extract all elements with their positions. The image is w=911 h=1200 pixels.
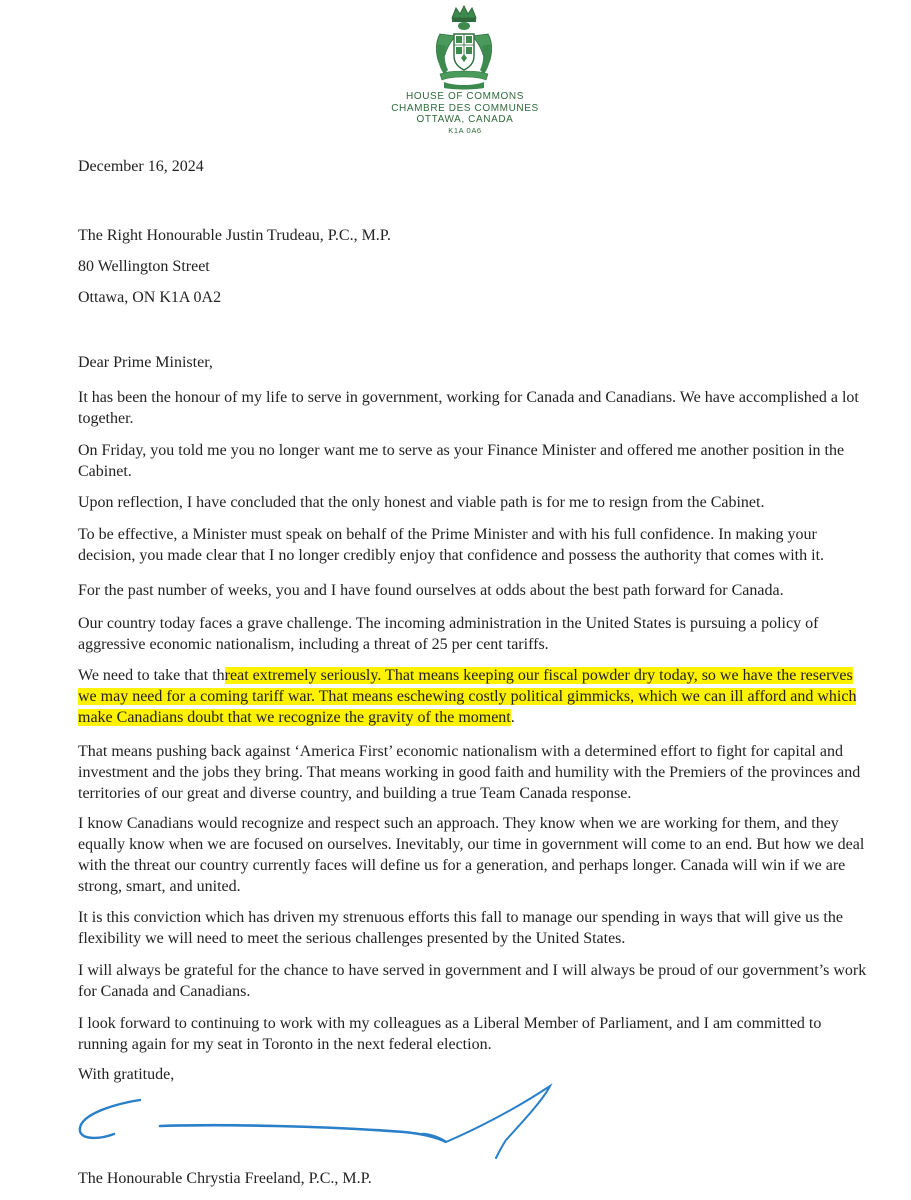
recipient-street: 80 Wellington Street: [78, 258, 210, 275]
paragraph-3: Upon reflection, I have concluded that the only honest and viable path is for me to resign from the Cabinet.: [78, 494, 765, 511]
signatory-name: The Honourable Chrystia Freeland, P.C., M.P.: [78, 1170, 372, 1187]
paragraph-2: On Friday, you told me you no longer want me to serve as your Finance Minister and offered me another position in the Cabinet.: [78, 442, 845, 480]
paragraph-5: For the past number of weeks, you and I have found ourselves at odds about the best path forward for Canada.: [78, 582, 784, 599]
letterhead-house: HOUSE OF COMMONS: [406, 91, 524, 102]
recipient-name: The Right Honourable Justin Trudeau, P.C., M.P.: [78, 227, 391, 244]
highlighted-passage: reat extremely seriously. That means keeping our fiscal powder dry today, so we have the reserves we may need for a coming tariff war. That means eschewing costly political gimmicks, which we can ill afford and which make Canadians doubt that we recognize the gravity of the moment: [78, 667, 857, 726]
paragraph-7: [78, 665, 868, 728]
paragraph-10: It is this conviction which has driven my strenuous efforts this fall to manage our spending in ways that will give us the flexibility we will need to meet the serious challenges presented by the United States.: [78, 909, 843, 947]
paragraph-9: I know Canadians would recognize and respect such an approach. They know when we are working for them, and they equally know when we are focused on ourselves. Inevitably, our time in government will come to an end. But how we deal with the threat our country currently faces will define us for a generation, and perhaps longer. Canada will win if we are strong, smart, and united.: [78, 815, 865, 895]
paragraph-11: I will always be grateful for the chance to have served in government and I will always be proud of our government’s work for Canada and Canadians.: [78, 962, 867, 1000]
letterhead-text: [340, 91, 590, 136]
paragraph-6: Our country today faces a grave challenge. The incoming administration in the United States is pursuing a policy of aggressive economic nationalism, including a threat of 25 per cent tariffs.: [78, 615, 819, 653]
paragraph-7-start: We need to take that th: [78, 667, 225, 684]
closing: With gratitude,: [78, 1066, 175, 1083]
paragraph-7-end: .: [510, 709, 515, 726]
handwritten-signature: [74, 1080, 564, 1160]
letterhead-chambre: CHAMBRE DES COMMUNES: [391, 102, 539, 114]
coat-of-arms-icon: [430, 4, 498, 90]
letterhead-postal: K1A 0A6: [448, 125, 482, 135]
paragraph-1: It has been the honour of my life to serve in government, working for Canada and Canadians. We have accomplished a lot together.: [78, 389, 859, 427]
recipient-city: Ottawa, ON K1A 0A2: [78, 289, 222, 306]
paragraph-8: That means pushing back against ‘America First’ economic nationalism with a determined effort to fight for capital and investment and the jobs they bring. That means working in good faith and humility with the Premiers of the provinces and territories of our great and diverse country, and building a true Team Canada response.: [78, 743, 861, 802]
paragraph-4: To be effective, a Minister must speak on behalf of the Prime Minister and with his full confidence. In making your decision, you made clear that I no longer credibly enjoy that confidence and possess the authority that comes with it.: [78, 526, 825, 564]
letterhead-city: OTTAWA, CANADA: [416, 114, 514, 125]
salutation: Dear Prime Minister,: [78, 354, 213, 371]
paragraph-12: I look forward to continuing to work with my colleagues as a Liberal Member of Parliament, and I am committed to running again for my seat in Toronto in the next federal election.: [78, 1015, 822, 1053]
letter-date: December 16, 2024: [78, 158, 204, 175]
